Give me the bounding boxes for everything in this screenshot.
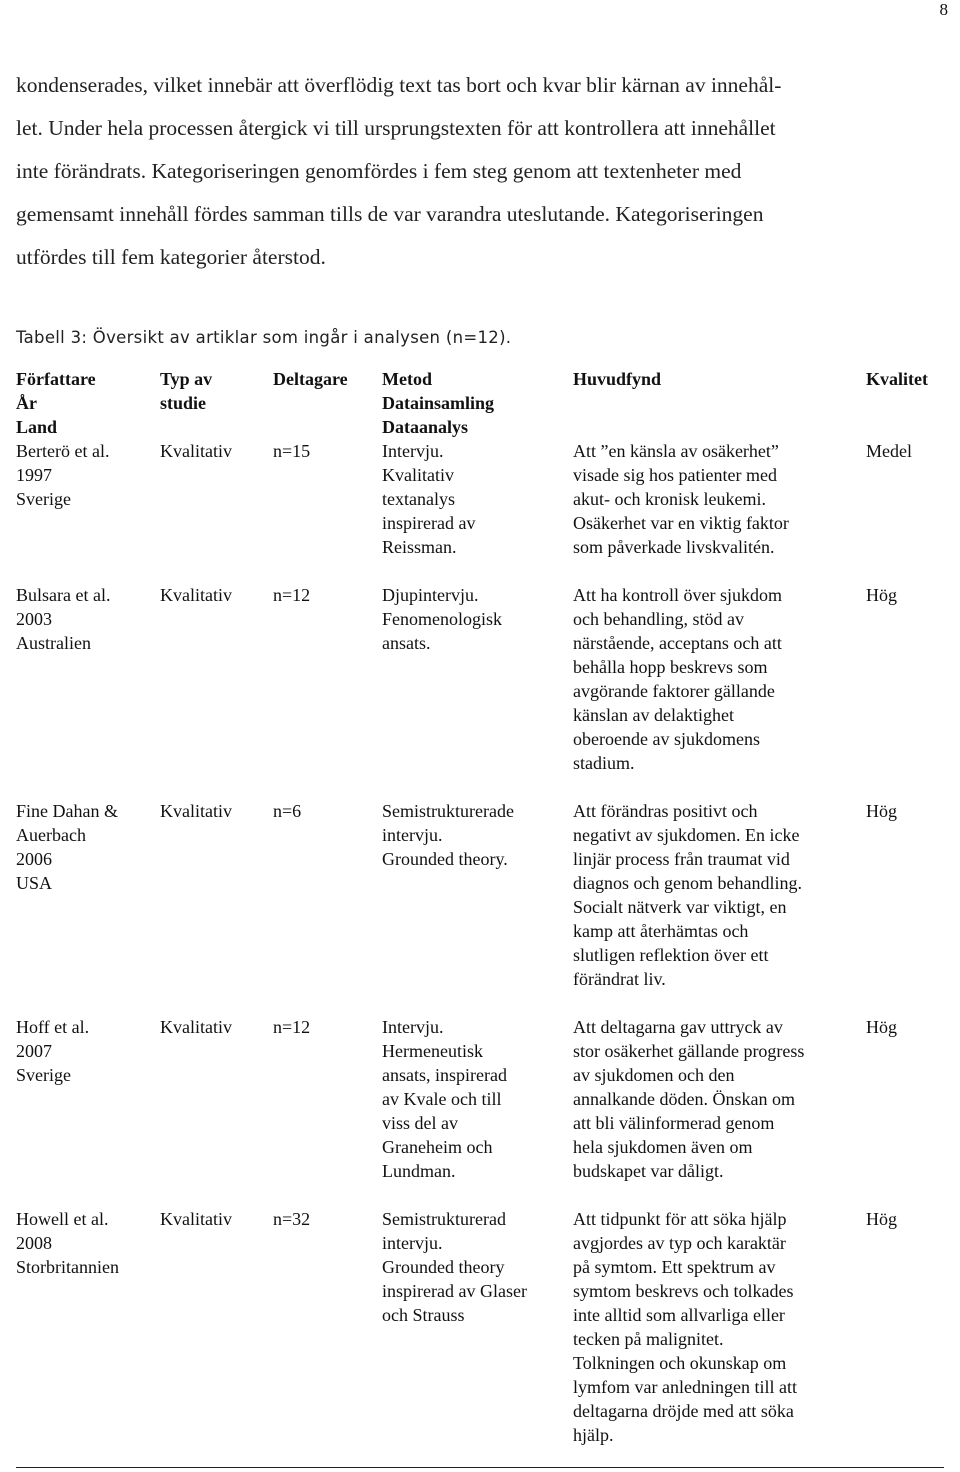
header-quality: Kvalitet bbox=[866, 369, 928, 389]
cell-method: Djupintervju. Fenomenologisk ansats. bbox=[382, 585, 502, 653]
cell-study-type: Kvalitativ bbox=[160, 1209, 232, 1229]
cell-participants: n=6 bbox=[273, 801, 302, 821]
header-findings: Huvudfynd bbox=[573, 369, 662, 389]
table-caption: Tabell 3: Översikt av artiklar som ingår i analysen (n=12). bbox=[16, 328, 512, 347]
cell-author: Berterö et al. 1997 Sverige bbox=[16, 441, 110, 509]
articles-table bbox=[16, 367, 944, 1447]
cell-findings: Att ha kontroll över sjukdom och behandling, stöd av närstående, acceptans och att behålla hopp beskrevs som avgörande faktorer gällande känslan av delaktighet oberoende av sjukdomens stadium. bbox=[573, 585, 782, 773]
cell-method: Semistrukturerad intervju. Grounded theory inspirerad av Glaser och Strauss bbox=[382, 1209, 527, 1325]
cell-quality: Medel bbox=[866, 441, 912, 461]
table-bottom-rule bbox=[16, 1467, 944, 1468]
cell-findings: Att deltagarna gav uttryck av stor osäkerhet gällande progress av sjukdomen och den annalkande döden. Önskan om att bli välinformerad genom hela sjukdomen även om budskapet var dåligt. bbox=[573, 1017, 805, 1181]
table-row bbox=[16, 799, 944, 1015]
table-row bbox=[16, 439, 944, 583]
header-method: Metod Datainsamling Dataanalys bbox=[382, 369, 495, 437]
cell-study-type: Kvalitativ bbox=[160, 441, 232, 461]
body-paragraph: kondenserades, vilket innebär att överflödig text tas bort och kvar blir kärnan av innehål- let. Under hela processen återgick vi till ursprungstexten för att kontrollera att innehållet inte förändrats. Kategoriseringen genomfördes i fem steg genom att textenheter med gemensamt innehåll fördes samman tills de var varandra uteslutande. Kategoriseringen utfördes till fem kategorier återstod. bbox=[16, 73, 782, 269]
header-participants: Deltagare bbox=[273, 369, 348, 389]
cell-study-type: Kvalitativ bbox=[160, 1017, 232, 1037]
header-study-type: Typ av studie bbox=[160, 369, 213, 413]
cell-method: Semistrukturerade intervju. Grounded theory. bbox=[382, 801, 514, 869]
cell-author: Hoff et al. 2007 Sverige bbox=[16, 1017, 90, 1085]
table-header-row bbox=[16, 367, 944, 439]
cell-findings: Att ”en känsla av osäkerhet” visade sig hos patienter med akut- och kronisk leukemi. Osäkerhet var en viktig faktor som påverkade livskvalitén. bbox=[573, 441, 789, 557]
cell-participants: n=32 bbox=[273, 1209, 311, 1229]
page-number: 8 bbox=[939, 0, 948, 19]
cell-quality: Hög bbox=[866, 1209, 897, 1229]
cell-study-type: Kvalitativ bbox=[160, 801, 232, 821]
table-row bbox=[16, 583, 944, 799]
table-row bbox=[16, 1015, 944, 1207]
cell-quality: Hög bbox=[866, 801, 897, 821]
cell-study-type: Kvalitativ bbox=[160, 585, 232, 605]
cell-method: Intervju. Kvalitativ textanalys inspirerad av Reissman. bbox=[382, 441, 476, 557]
cell-quality: Hög bbox=[866, 1017, 897, 1037]
cell-participants: n=15 bbox=[273, 441, 311, 461]
table-row bbox=[16, 1207, 944, 1447]
header-author: Författare År Land bbox=[16, 369, 96, 437]
cell-author: Howell et al. 2008 Storbritannien bbox=[16, 1209, 119, 1277]
cell-findings: Att tidpunkt för att söka hjälp avgjordes av typ och karaktär på symtom. Ett spektrum av symtom beskrevs och tolkades inte alltid som allvarliga eller tecken på malignitet. Tolkningen och okunskap om lymfom var anledningen till att deltagarna dröjde med att söka hjälp. bbox=[573, 1209, 797, 1445]
cell-quality: Hög bbox=[866, 585, 897, 605]
cell-findings: Att förändras positivt och negativt av sjukdomen. En icke linjär process från traumat vid diagnos och genom behandling. Socialt nätverk var viktigt, en kamp att återhämtas och slutligen reflektion över ett förändrat liv. bbox=[573, 801, 802, 989]
cell-participants: n=12 bbox=[273, 585, 311, 605]
cell-method: Intervju. Hermeneutisk ansats, inspirerad av Kvale och till viss del av Graneheim och Lundman. bbox=[382, 1017, 507, 1181]
cell-author: Bulsara et al. 2003 Australien bbox=[16, 585, 111, 653]
cell-author: Fine Dahan & Auerbach 2006 USA bbox=[16, 801, 118, 893]
cell-participants: n=12 bbox=[273, 1017, 311, 1037]
